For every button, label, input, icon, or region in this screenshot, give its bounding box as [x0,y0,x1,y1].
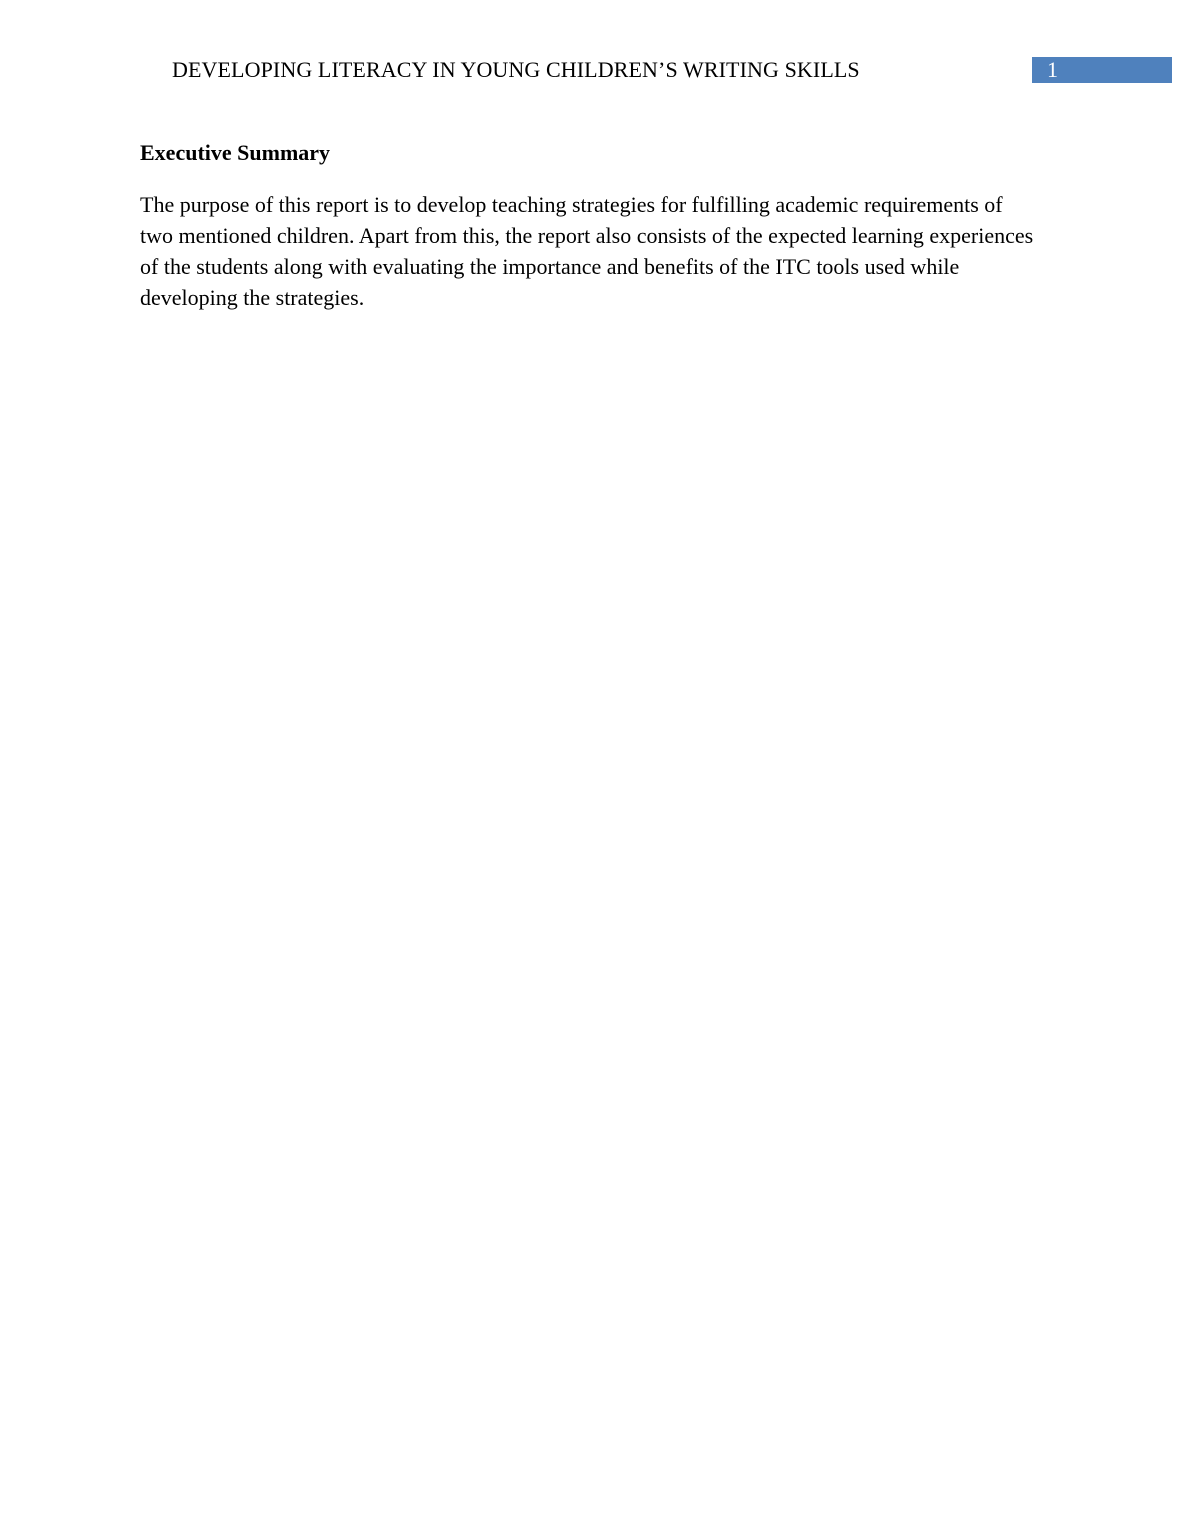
section-heading-executive-summary: Executive Summary [140,140,331,165]
page-number: 1 [1032,57,1172,83]
running-head: DEVELOPING LITERACY IN YOUNG CHILDREN’S WRITING SKILLS [172,57,860,82]
body-paragraph: The purpose of this report is to develop teaching strategies for fulfilling academic requirements of two mentioned children. Apart from this, the report also consists of the expected learning experiences of the students along with evaluating the importance and benefits of the ITC tools used while developing the strategies. [140,192,1034,310]
